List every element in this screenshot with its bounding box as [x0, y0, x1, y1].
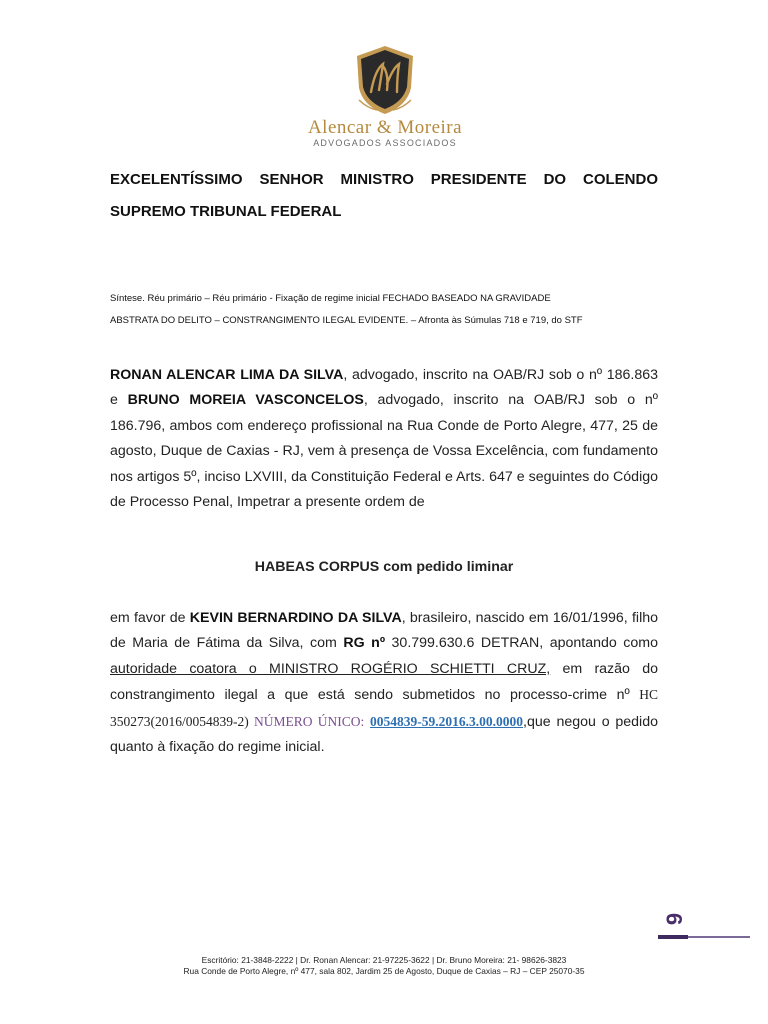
footer [110, 955, 658, 977]
rg-label: RG nº [343, 635, 386, 652]
patient-name: KEVIN BERNARDINO DA SILVA [189, 610, 402, 626]
firm-logo [285, 44, 485, 152]
paragraph2-text-3: 30.799.630.6 DETRAN, apontando como [385, 635, 658, 652]
paragraph1-text-2: , advogado, inscrito na OAB/RJ sob o nº 186.796, ambos com endereço profissional na Rua Conde de Porto Alegre, 477, 25 de agosto, Duque de Caxias - RJ, vem à presença de Vossa Excelência, com fundamento nos artigos 5º, inciso LXVIII, da Constituição Federal e Arts. 647 e seguintes do Código de Processo Penal, Impetrar a presente ordem de [110, 392, 658, 511]
paragraph2-text-5: ,que negou o pedido quanto à fixação do regime inicial. [110, 713, 658, 756]
synthesis-line-2: ABSTRATA DO DELITO – CONSTRANGIMENTO ILEGAL EVIDENTE. – Afronta às Súmulas 718 e 719, do STF [110, 315, 583, 326]
coercing-authority: autoridade coatora o MINISTRO ROGÉRIO SCHIETTI CRUZ, [110, 660, 551, 677]
paragraph2-text-2: , brasileiro, nascido em 16/01/1996, filho de Maria de Fátima da Silva, com [110, 610, 659, 652]
habeas-corpus-heading: HABEAS CORPUS com pedido liminar [254, 559, 514, 575]
logo-name: Alencar & Moreira [307, 117, 463, 138]
unique-number-link[interactable]: 0054839-59.2016.3.00.0000 [370, 713, 524, 729]
hc-number: HC 350273(2016/0054839-2) [110, 687, 658, 729]
paragraph-patient [110, 606, 658, 760]
shield-logo-icon [353, 44, 417, 116]
addressee-line-1: EXCELENTÍSSIMO SENHOR MINISTRO PRESIDENTE DO COLENDO [110, 171, 658, 188]
addressee-line-2: SUPREMO TRIBUNAL FEDERAL [110, 203, 342, 220]
logo-subtitle: ADVOGADOS ASSOCIADOS [313, 138, 457, 148]
unique-number-label: NÚMERO ÚNICO: [248, 713, 365, 729]
paragraph2-text-4: em razão do constrangimento ilegal a que está sendo submetidos no processo-crime nº [110, 660, 658, 704]
page-number-rule-accent [658, 935, 688, 939]
synthesis-line-1: Síntese. Réu primário – Réu primário - Fixação de regime inicial FECHADO BASEADO NA GRAVIDADE [110, 293, 551, 304]
petitioner-2-name: BRUNO MOREIA VASCONCELOS [127, 392, 364, 409]
paragraph1-text-1: , advogado, inscrito na OAB/RJ sob o nº 186.863 e [110, 367, 658, 409]
addressee [110, 164, 658, 228]
footer-address: Rua Conde de Porto Alegre, nº 477, sala 802, Jardim 25 de Agosto, Duque de Caxias – RJ – CEP 25070-35 [183, 966, 585, 976]
petitioner-1-name: RONAN ALENCAR LIMA DA SILVA [110, 367, 344, 383]
paragraph2-text-1: em favor de [110, 610, 190, 626]
page-number: 9 [662, 912, 687, 926]
synthesis [110, 288, 658, 332]
footer-contacts: Escritório: 21-3848-2222 | Dr. Ronan Alencar: 21-97225-3622 | Dr. Bruno Moreira: 21- 98626-3823 [201, 955, 567, 965]
paragraph-petitioners [110, 363, 658, 515]
